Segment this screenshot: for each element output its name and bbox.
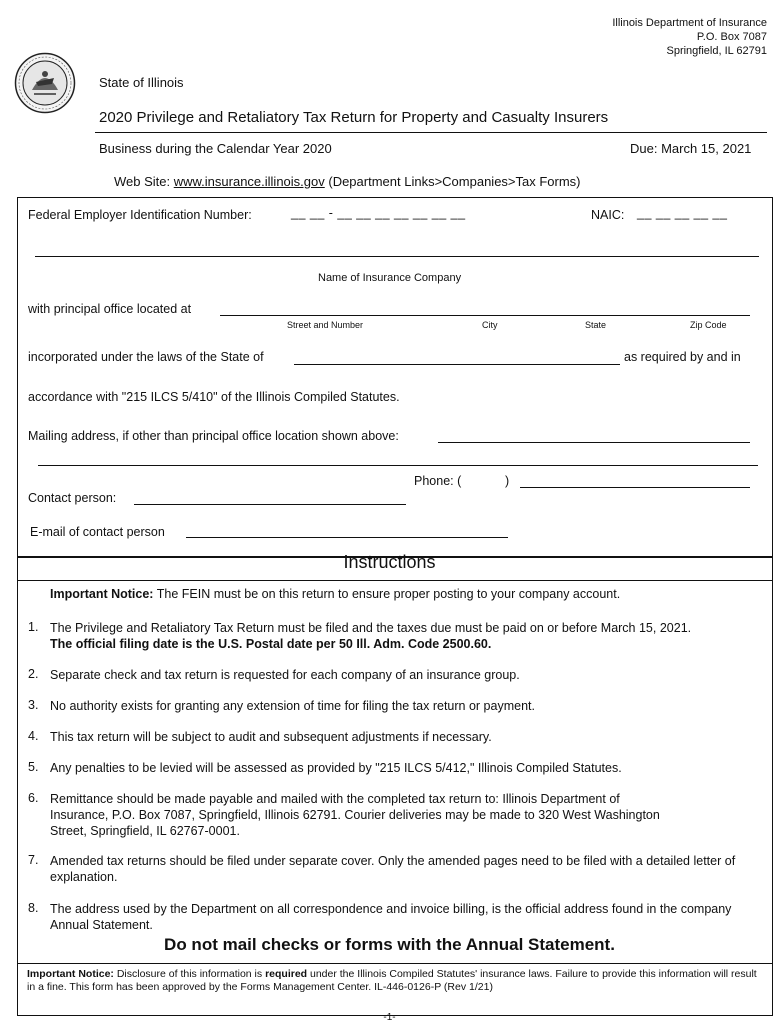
item-4-number: 4. xyxy=(28,729,39,743)
website-line xyxy=(114,174,581,189)
caption-street: Street and Number xyxy=(287,320,364,330)
annual-statement-warning: Do not mail checks or forms with the Annual Statement. xyxy=(164,935,615,954)
item-6-text: Remittance should be made payable and mailed with the completed tax return to: Illinois Department of Insurance, P.O. Box 7087, Springfield, Illinois 62791. Courier deliveries may be made to 320 West Washington Street, Springfield, IL 62767-0001. xyxy=(50,792,660,838)
instructions-rule xyxy=(17,580,772,581)
item-1-bold: The official filing date is the U.S. Postal date per 50 Ill. Adm. Code 2500.60. xyxy=(50,637,492,651)
item-8-number: 8. xyxy=(28,901,39,915)
phone-label: Phone: ( xyxy=(414,474,462,488)
website-link[interactable]: www.insurance.illinois.gov xyxy=(173,174,325,189)
mailing-address-input[interactable] xyxy=(438,442,750,443)
contact-person-label: Contact person: xyxy=(28,491,117,505)
naic-input[interactable]: __ __ __ __ __ xyxy=(637,206,728,220)
item-7-number: 7. xyxy=(28,853,39,867)
disclosure-label: Important Notice: xyxy=(27,968,114,980)
item-3-text: No authority exists for granting any extension of time for filing the tax return or payment. xyxy=(50,699,535,713)
fein-notice-label: Important Notice: xyxy=(50,587,154,601)
company-name-input[interactable] xyxy=(35,256,759,257)
website-suffix: (Department Links>Companies>Tax Forms) xyxy=(324,174,581,189)
state-seal-icon xyxy=(14,52,76,114)
contact-person-input[interactable] xyxy=(134,504,406,505)
instructions-heading: Instructions xyxy=(343,552,436,572)
caption-zip: Zip Code xyxy=(690,320,727,330)
naic-label: NAIC: xyxy=(591,208,625,222)
caption-city: City xyxy=(482,320,498,330)
po-box: P.O. Box 7087 xyxy=(696,31,767,43)
footer-rule xyxy=(17,963,772,964)
item-5-number: 5. xyxy=(28,760,39,774)
disclosure-required: required xyxy=(265,968,308,980)
item-7-text: Amended tax returns should be filed under separate cover. Only the amended pages need to be filed with a detailed letter of explanation. xyxy=(50,854,736,884)
caption-state: State xyxy=(585,320,607,330)
disclosure-notice xyxy=(27,968,762,994)
page-number: -1- xyxy=(383,1012,396,1023)
company-name-caption: Name of Insurance Company xyxy=(318,272,462,284)
state-label: State of Illinois xyxy=(99,75,184,90)
fein-input[interactable]: __ __ - __ __ __ __ __ __ __ xyxy=(291,206,466,220)
item-2-number: 2. xyxy=(28,667,39,681)
item-3-number: 3. xyxy=(28,698,39,712)
title-rule xyxy=(95,132,767,133)
due-date: Due: March 15, 2021 xyxy=(630,141,752,156)
item-8-text: The address used by the Department on all correspondence and invoice billing, is the official address found in the company Annual Statement. xyxy=(50,902,732,932)
as-required-text: as required by and in xyxy=(624,350,741,364)
fein-label: Federal Employer Identification Number: xyxy=(28,208,252,222)
item-6-number: 6. xyxy=(28,791,39,805)
item-2-text: Separate check and tax return is requested for each company of an insurance group. xyxy=(50,668,520,682)
department-name: Illinois Department of Insurance xyxy=(612,17,767,29)
fein-notice xyxy=(50,587,620,601)
fein-notice-text: The FEIN must be on this return to ensure proper posting to your company account. xyxy=(153,587,621,601)
website-prefix: Web Site: xyxy=(114,174,174,189)
city-line: Springfield, IL 62791 xyxy=(666,45,767,57)
item-1-number: 1. xyxy=(28,620,39,634)
state-of-incorporation-input[interactable] xyxy=(294,364,620,365)
incorporated-label: incorporated under the laws of the State of xyxy=(28,350,264,364)
accordance-text: accordance with "215 ILCS 5/410" of the Illinois Compiled Statutes. xyxy=(28,390,400,404)
department-address xyxy=(612,16,767,58)
mailing-address-input-2[interactable] xyxy=(38,465,758,466)
item-4-text: This tax return will be subject to audit and subsequent adjustments if necessary. xyxy=(50,730,492,744)
item-5-text: Any penalties to be levied will be assessed as provided by "215 ILCS 5/412," Illinois Compiled Statutes. xyxy=(50,761,622,775)
principal-office-label: with principal office located at xyxy=(28,302,192,316)
phone-input[interactable] xyxy=(520,487,750,488)
disclosure-text-2: under the Illinois Compiled Statutes' insurance laws. Failure to provide this information will result in a fine. This form has been approved by the Forms Management Center. IL-446-0126-P (Rev 1/21) xyxy=(27,968,757,993)
email-input[interactable] xyxy=(186,537,508,538)
item-1-line: The Privilege and Retaliatory Tax Return must be filed and the taxes due must be paid on or before March 15, 2021. xyxy=(50,621,692,635)
form-title: 2020 Privilege and Retaliatory Tax Return for Property and Casualty Insurers xyxy=(99,109,609,126)
item-1-text xyxy=(50,620,765,652)
phone-close-paren: ) xyxy=(505,474,510,488)
mailing-address-label: Mailing address, if other than principal office location shown above: xyxy=(28,429,399,443)
email-label: E-mail of contact person xyxy=(30,525,165,539)
disclosure-text-1: Disclosure of this information is xyxy=(113,968,266,980)
principal-office-input[interactable] xyxy=(220,315,750,316)
subtitle: Business during the Calendar Year 2020 xyxy=(99,141,332,156)
